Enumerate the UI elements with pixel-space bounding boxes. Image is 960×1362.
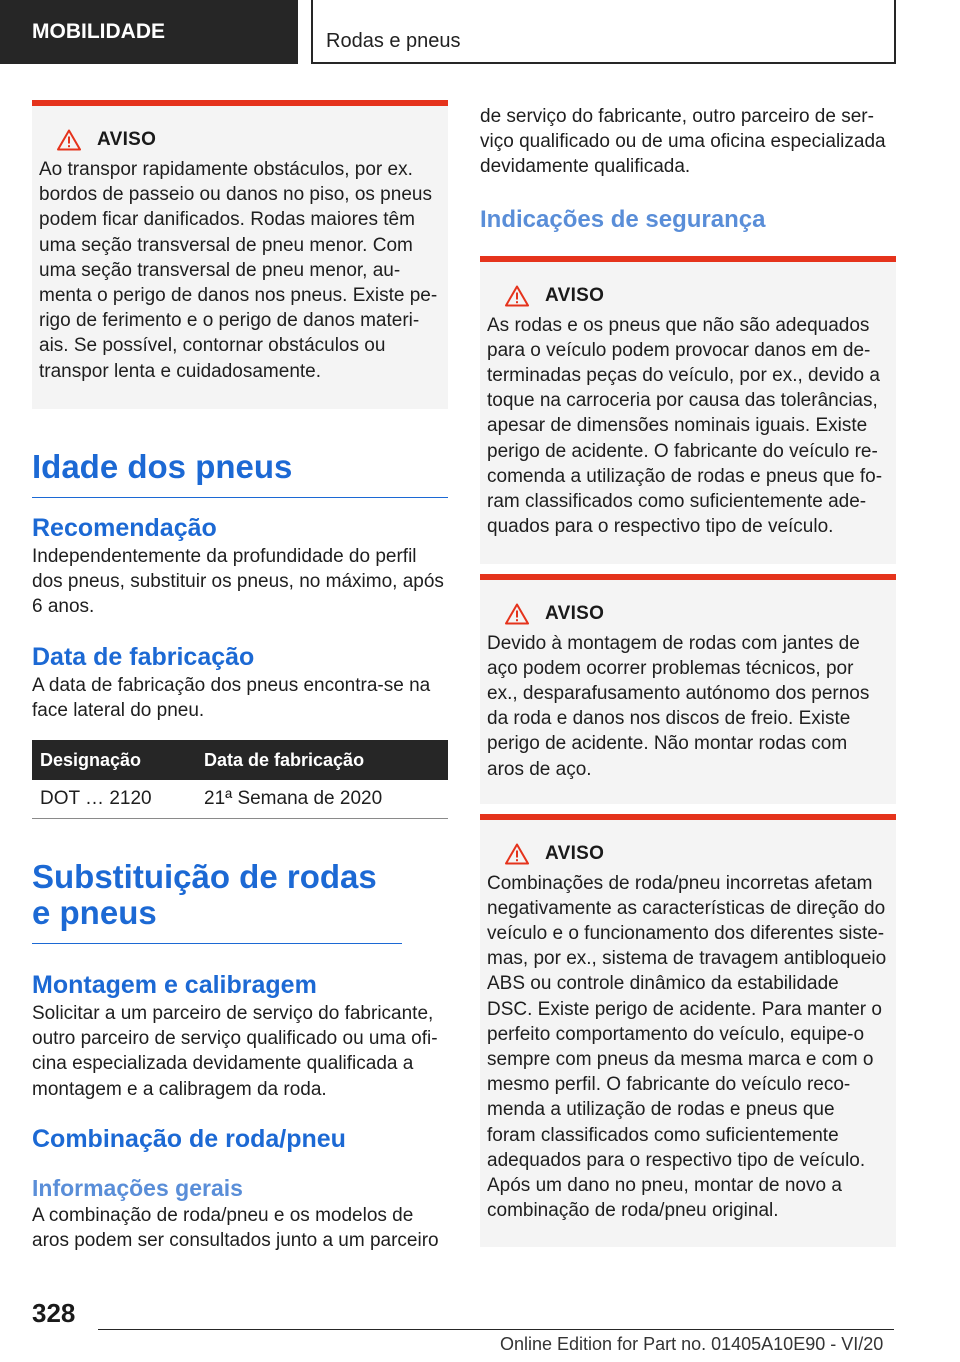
warning-title: AVISO — [97, 129, 157, 150]
table-cell: DOT … 2120 — [32, 780, 196, 819]
recommendation-text: Independentemente da profundidade do perfil dos pneus, substituir os pneus, no máximo, após 6 anos. — [32, 546, 444, 618]
table-row — [32, 780, 448, 819]
footer-edition: Online Edition for Part no. 01405A10E90 - VI/20 — [500, 1334, 884, 1354]
manufacture-text: A data de fabricação dos pneus encontra-se na face lateral do pneu. — [32, 674, 431, 721]
warning-text: Combinações de roda/pneu incorretas afetam negativamente as características de direção do veículo e o funcionamento dos diferentes siste-mas, por ex., sistema de travagem antibloqueio ABS ou controle dinâmico da estabilidade DSC. Existe perigo de acidente. Para manter o perfeito comportamento do veículo, equipe-o sempre com pneus da mesma marca e com o mesmo perfil. O fabricante do veículo reco-menda a utilização de rodas e pneus que foram classificados como suficientemente adequados para o respectivo tipo de veículo. Após um dano no pneu, montar de novo a combinação de roda/pneu original. — [487, 872, 887, 1222]
warning-triangle-icon — [505, 843, 529, 865]
footer-divider — [98, 1329, 894, 1330]
subheading-combination: Combinação de roda/pneu — [32, 1124, 346, 1153]
table-header-cell: Data de fabricação — [196, 740, 448, 780]
warning-header — [39, 126, 440, 154]
subheading-general-info: Informações gerais — [32, 1174, 243, 1201]
header-section-tab: MOBILIDADE — [0, 0, 298, 64]
subheading-manufacture-date: Data de fabricação — [32, 642, 255, 671]
warning-box — [480, 574, 896, 804]
table-header-row — [32, 740, 448, 780]
warning-triangle-icon — [57, 129, 81, 151]
warning-title: AVISO — [545, 842, 605, 864]
warning-title: AVISO — [545, 284, 605, 306]
section-title-replacement: Substituição de rodas e pneus — [32, 859, 402, 944]
header-chapter-title: Rodas e pneus — [311, 0, 896, 64]
warning-text: Ao transpor rapidamente obstáculos, por ex. bordos de passeio ou danos no piso, os pneus podem ficar danificados. Rodas maiores têm uma seção transversal de pneu menor. Com uma seção transversal de pneu menor, au-menta o perigo de danos nos pneus. Existe pe-rigo de ferimento e o perigo de danos materi-ais. Se possível, contornar obstáculos ou transpor lenta e cuidadosamente. — [39, 159, 438, 382]
subheading-safety: Indicações de segurança — [480, 205, 766, 233]
left-column — [32, 100, 448, 1253]
manufacture-date-table — [32, 740, 448, 819]
warning-title: AVISO — [545, 602, 605, 624]
continued-text: de serviço do fabricante, outro parceiro de ser-viço qualificado ou de uma oficina especializada devidamente qualificada. — [480, 106, 886, 178]
warning-box — [32, 100, 448, 409]
page-number: 328 — [32, 1298, 76, 1328]
warning-header — [487, 840, 888, 868]
mounting-text: Solicitar a um parceiro de serviço do fabricante, outro parceiro de serviço qualificado ou uma ofi-cina especializada devidamente qualificada a montagem e a calibragem da roda. — [32, 1003, 438, 1100]
warning-box — [480, 256, 896, 564]
section-title-tire-age: Idade dos pneus — [32, 449, 448, 498]
warning-header — [487, 282, 888, 310]
subheading-mounting: Montagem e calibragem — [32, 971, 317, 1000]
warning-text: Devido à montagem de rodas com jantes de aço podem ocorrer problemas técnicos, por ex., desparafusamento autónomo dos pernos da roda e danos nos discos de freio. Existe perigo de acidente. Não montar rodas com aros de aço. — [487, 632, 870, 780]
warning-header — [487, 600, 888, 628]
warning-triangle-icon — [505, 285, 529, 307]
warning-text: As rodas e os pneus que não são adequados para o veículo podem provocar danos em de-terminadas peças do veículo, por ex., devido a toque na carroceria por causa das tolerâncias, apesar de dimensões nominais iguais. Existe perigo de acidente. O fabricante do veículo re-comenda a utilização de rodas e pneus que fo-ram classificados como suficientemente ade-quados para o respectivo tipo de veículo. — [487, 314, 883, 538]
table-cell: 21ª Semana de 2020 — [196, 780, 448, 819]
subheading-recommendation: Recomendação — [32, 514, 217, 542]
warning-triangle-icon — [505, 603, 529, 625]
right-column — [480, 100, 896, 1247]
general-info-text: A combinação de roda/pneu e os modelos de aros podem ser consultados junto a um parceiro — [32, 1204, 439, 1252]
warning-box — [480, 814, 896, 1247]
table-header-cell: Designação — [32, 740, 196, 780]
